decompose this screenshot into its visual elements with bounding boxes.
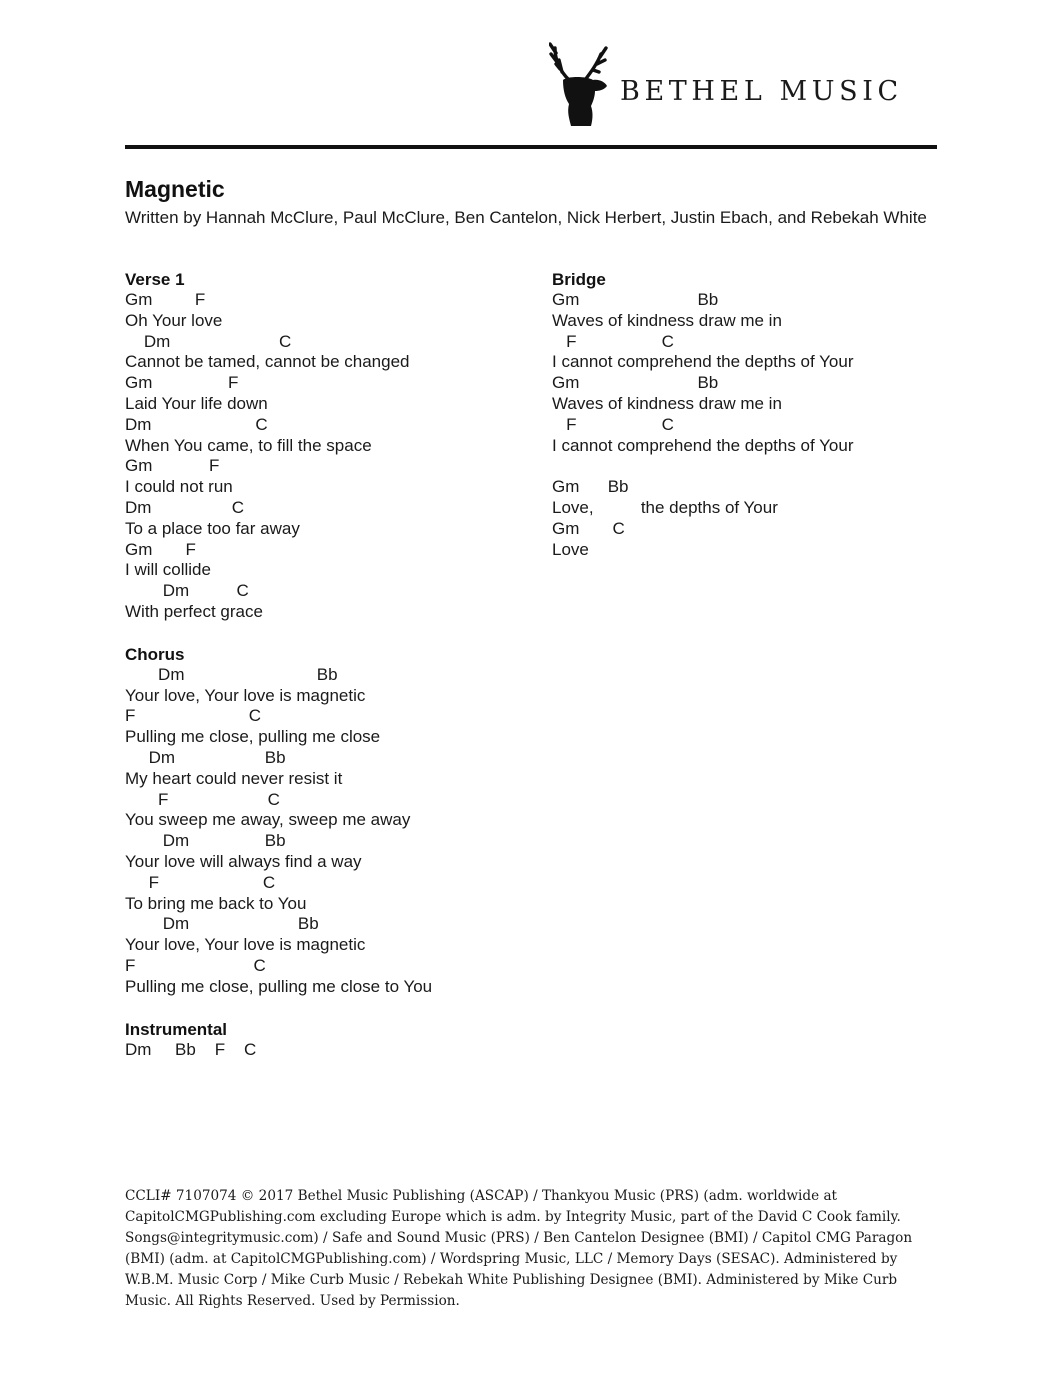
chord-line: F C — [552, 331, 674, 351]
chord-line: F C — [125, 955, 266, 975]
section-heading: Chorus — [125, 644, 185, 664]
chord-line — [552, 456, 952, 477]
chord-line: Dm Bb — [125, 664, 338, 684]
lyric-line: To a place too far away — [125, 518, 300, 538]
chord-line: Dm C — [125, 581, 249, 601]
lyric-line: Gm C — [552, 518, 625, 538]
lyric-line: With perfect grace — [125, 601, 263, 621]
chord-line: Love, the depths of Your — [552, 497, 778, 517]
lyric-line: Waves of kindness draw me in — [552, 310, 782, 330]
brand-name: BETHEL MUSIC — [620, 76, 903, 107]
chord-line: Dm C — [125, 497, 245, 517]
section-heading: Bridge — [552, 270, 606, 289]
chord-line: F C — [125, 789, 280, 809]
deer-head-icon — [549, 36, 609, 128]
chord-line: Gm F — [125, 373, 239, 393]
lyric-line: Waves of kindness draw me in — [552, 393, 782, 413]
lyric-line: Cannot be tamed, cannot be changed — [125, 352, 410, 372]
lyric-line: Pulling me close, pulling me close to You — [125, 976, 433, 996]
song-title: Magnetic — [125, 176, 225, 202]
right-column — [552, 269, 952, 560]
chord-line: Gm F — [125, 456, 220, 476]
chord-line: F C — [125, 872, 276, 892]
chord-line: Dm Bb — [125, 831, 286, 851]
chord-line: Dm Bb — [125, 914, 319, 934]
chord-line: Dm Bb F C — [125, 1039, 257, 1059]
lyric-line: I cannot comprehend the depths of Your — [552, 352, 854, 372]
lyric-line: I cannot comprehend the depths of Your — [552, 435, 854, 455]
lyric-line: To bring me back to You — [125, 893, 307, 913]
left-column — [125, 269, 535, 1060]
lyric-line: Gm Bb — [552, 477, 629, 497]
chord-line: Gm Bb — [552, 373, 719, 393]
header-divider — [125, 145, 937, 149]
lyric-line: Your love, Your love is magnetic — [125, 685, 366, 705]
chord-line: Gm F — [125, 539, 196, 559]
section-heading: Verse 1 — [125, 270, 185, 289]
lyric-line: I could not run — [125, 477, 233, 497]
lyric-line: Your love will always find a way — [125, 851, 362, 871]
lyric-line: Pulling me close, pulling me close — [125, 727, 381, 747]
chord-line: Dm C — [125, 331, 292, 351]
lyric-line: I will collide — [125, 560, 211, 580]
chord-line: F C — [125, 706, 262, 726]
chord-line: Gm F — [125, 290, 206, 309]
section-heading: Instrumental — [125, 1019, 228, 1039]
chord-line: Dm C — [125, 414, 268, 434]
section-gap — [125, 998, 535, 1019]
section-gap — [125, 623, 535, 644]
song-credits: Written by Hannah McClure, Paul McClure, Ben Cantelon, Nick Herbert, Justin Ebach, and Rebekah White — [125, 208, 927, 227]
lyric-line: You sweep me away, sweep me away — [125, 810, 411, 830]
lyric-line: Oh Your love — [125, 310, 223, 330]
lyric-line: Laid Your life down — [125, 393, 268, 413]
lyric-line: Your love, Your love is magnetic — [125, 935, 366, 955]
copyright-notice: CCLI# 7107074 © 2017 Bethel Music Publishing (ASCAP) / Thankyou Music (PRS) (adm. worldwide at CapitolCMGPublishing.com excluding Europe which is adm. by Integrity Music, part of the David C Cook family. Songs@integritymusic.com) / Safe and Sound Music (PRS) / Ben Cantelon Designee (BMI) / Capitol CMG Paragon (BMI) (adm. at CapitolCMGPublishing.com) / Wordspring Music, LLC / Memory Days (SESAC). Administered by W.B.M. Music Corp / Mike Curb Music / Rebekah White Publishing Designee (BMI). Administered by Mike Curb Music. All Rights Reserved. Used by Permission. — [125, 1188, 913, 1309]
lyric-line: My heart could never resist it — [125, 768, 343, 788]
lyric-line: When You came, to fill the space — [125, 435, 372, 455]
chord-line: Gm Bb — [552, 290, 719, 309]
chord-line: Dm Bb — [125, 747, 286, 767]
header — [0, 0, 1063, 150]
chord-line: F C — [552, 414, 674, 434]
chord-line: Love — [552, 539, 589, 559]
